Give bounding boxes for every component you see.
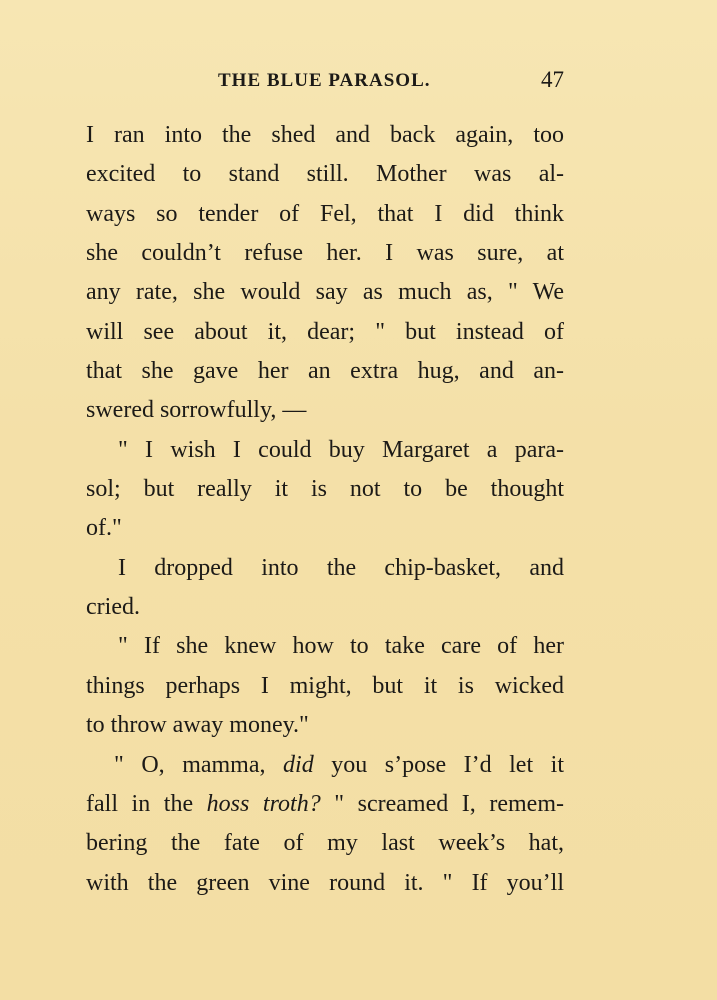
text-line: she couldn’t refuse her. I was sure, at xyxy=(86,240,564,267)
running-head xyxy=(86,66,564,96)
text-line: will see about it, dear; " but instead of xyxy=(86,318,564,345)
italic-text: hoss troth? xyxy=(206,790,321,817)
text-line: I ran into the shed and back again, too xyxy=(86,122,564,148)
text-line: ways so tender of Fel, that I did think xyxy=(86,200,564,227)
text-line: with the green vine round it. " If you’ll xyxy=(86,869,564,896)
text-line: to throw away money." xyxy=(86,712,309,739)
italic-text: did xyxy=(283,751,314,778)
text-line: any rate, she would say as much as, " We xyxy=(86,279,564,306)
text-line: " I wish I could buy Margaret a para- xyxy=(118,436,564,463)
text-body xyxy=(86,116,564,903)
text-line: of." xyxy=(86,515,122,542)
text-line: " If she knew how to take care of her xyxy=(118,633,564,660)
text-line: cried. xyxy=(86,594,140,621)
text-segment: " screamed I, remem- xyxy=(320,790,564,817)
text-line xyxy=(86,785,564,824)
text-line xyxy=(86,746,564,785)
page-number: 47 xyxy=(541,67,564,92)
text-line: I dropped into the chip-basket, and xyxy=(118,554,564,581)
text-line: excited to stand still. Mother was al- xyxy=(86,161,564,188)
text-line: that she gave her an extra hug, and an- xyxy=(86,358,564,385)
text-line: things perhaps I might, but it is wicked xyxy=(86,672,564,699)
text-segment: you s’pose I’d let it xyxy=(313,751,564,778)
text-line: sol; but really it is not to be thought xyxy=(86,476,564,503)
text-line: bering the fate of my last week’s hat, xyxy=(86,830,564,857)
text-segment: fall in the xyxy=(86,790,207,817)
text-segment: " O, mamma, xyxy=(114,751,284,778)
text-line: swered sorrowfully, — xyxy=(86,397,307,424)
chapter-title: THE BLUE PARASOL. xyxy=(218,70,431,91)
